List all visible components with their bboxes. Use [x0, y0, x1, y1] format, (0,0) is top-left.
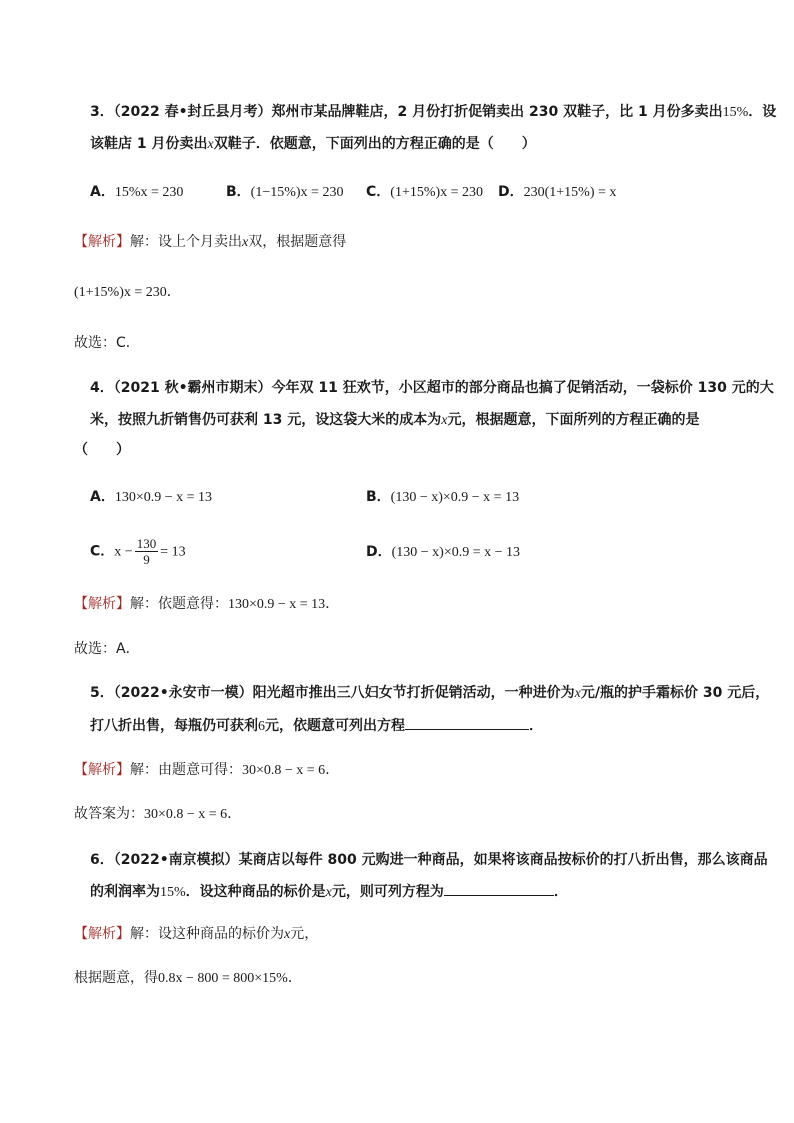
q5-answer: 故答案为：30×0.8 − x = 6． [74, 806, 242, 822]
q3-option-a: A．15%x = 230 [90, 184, 184, 200]
q4-stem-line2: 米，按照九折销售仍可获利 13 元，设这袋大米的成本为x元，根据题意，下面所列的方程正确的是 [90, 412, 700, 428]
q4-answer: 故选：A． [74, 641, 140, 657]
q5-stem-line2: 打八折出售，每瓶仍可获利6元，依题意可列出方程 ． [90, 715, 543, 737]
q4-stem-line3: （ ） [74, 442, 130, 458]
q3-answer: 故选：C． [74, 335, 140, 351]
q4-stem-line1: 4．（2021 秋•霸州市期末）今年双 11 狂欢节，小区超市的部分商品也搞了促销活动，一袋标价 130 元的大 [90, 380, 774, 396]
q6-stem-line1: 6．（2022•南京模拟）某商店以每件 800 元购进一种商品，如果将该商品按标价的打八折出售，那么该商品 [90, 852, 768, 868]
q3-stem-line2: 该鞋店 1 月份卖出x双鞋子．依题意，下面列出的方程正确的是（ ） [90, 136, 536, 152]
answer-blank[interactable] [444, 881, 554, 896]
q4-option-d: D．(130 − x)×0.9 = x − 13 [366, 544, 521, 560]
q3-option-c: C．(1+15%)x = 230 [366, 184, 484, 200]
q4-option-a: A．130×0.9 − x = 13 [90, 489, 213, 505]
answer-blank[interactable] [405, 715, 529, 730]
q3-option-b: B．(1−15%)x = 230 [226, 184, 344, 200]
q5-stem-line1: 5．（2022•永安市一模）阳光超市推出三八妇女节打折促销活动，一种进价为x元/瓶的护手霜标价 30 元后， [90, 685, 770, 701]
q4-analysis: 【解析】解：依题意得：130×0.9 − x = 13． [74, 596, 340, 612]
fraction: $\frac{130}{9}$ [136, 536, 157, 567]
q4-option-b: B．(130 − x)×0.9 − x = 13 [366, 489, 520, 505]
q3-option-d: D．230(1+15%) = x [498, 184, 617, 200]
q3-equation: (1+15%)x = 230． [74, 284, 181, 300]
q3-stem-line1: 3．（2022 春•封丘县月考）郑州市某品牌鞋店，2 月份打折促销卖出 230 双鞋子，比 1 月份多卖出15%．设 [90, 104, 777, 120]
q3-analysis: 【解析】解：设上个月卖出x双，根据题意得 [74, 234, 347, 250]
q6-solution: 根据题意，得0.8x − 800 = 800×15%． [74, 970, 302, 986]
q4-option-c: C．x − $\frac{130}{9}$ = 13 [90, 536, 186, 567]
q6-stem-line2: 的利润率为15%．设这种商品的标价是x元，则可列方程为 ． [90, 881, 568, 903]
q6-analysis: 【解析】解：设这种商品的标价为x元， [74, 926, 319, 942]
q5-analysis: 【解析】解：由题意可得：30×0.8 − x = 6． [74, 762, 340, 778]
